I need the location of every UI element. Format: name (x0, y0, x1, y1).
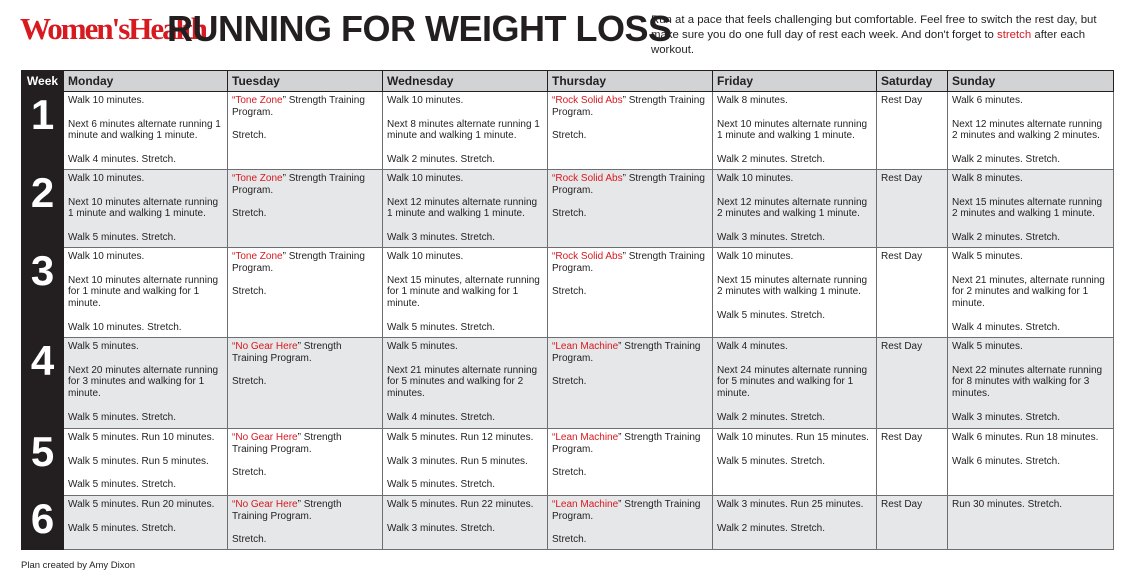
workout-line: Stretch. (232, 376, 267, 388)
day-cell-monday (64, 248, 228, 338)
week-number: 6 (22, 496, 64, 550)
workout-line: Walk 5 minutes. Stretch. (717, 455, 825, 467)
day-cell-saturday (877, 496, 948, 550)
close-quote: ” (297, 432, 304, 443)
workout-line: Walk 4 minutes. Stretch. (387, 411, 495, 423)
workout-line: Walk 3 minutes. Run 5 minutes. (387, 455, 528, 467)
week-number: 2 (22, 170, 64, 248)
week-row (22, 170, 1114, 248)
workout-line: Rest Day (881, 432, 923, 443)
week-row (22, 248, 1114, 338)
intro-text (651, 13, 1116, 58)
col-header-tuesday: Tuesday (228, 71, 383, 92)
workout-line: Walk 2 minutes. Stretch. (717, 153, 825, 165)
workout-line: Stretch. (552, 467, 587, 479)
workout-line: Next 12 minutes alternate running 2 minutes and walking 1 minute. (717, 196, 868, 220)
day-cell-thursday (548, 170, 713, 248)
workout-line: Stretch. (232, 534, 267, 546)
open-quote: “ (552, 173, 556, 184)
workout-line: Stretch. (232, 130, 267, 142)
day-cell-wednesday (383, 92, 548, 170)
open-quote: “ (552, 432, 556, 443)
workout-line: Walk 3 minutes. Stretch. (717, 231, 825, 243)
day-cell-monday (64, 429, 228, 496)
workout-line: Walk 2 minutes. Stretch. (952, 231, 1060, 243)
col-header-monday: Monday (64, 71, 228, 92)
workout-line: Walk 2 minutes. Stretch. (952, 153, 1060, 165)
workout-line (232, 95, 378, 119)
day-cell-sunday (948, 429, 1114, 496)
close-quote: ” (282, 173, 289, 184)
day-cell-wednesday (383, 338, 548, 429)
close-quote: ” (618, 432, 625, 443)
close-quote: ” (618, 499, 625, 510)
day-cell-tuesday (228, 248, 383, 338)
workout-line: Next 20 minutes alternate running for 3 minutes and walking for 1 minute. (68, 364, 219, 400)
day-cell-monday (64, 170, 228, 248)
day-cell-monday (64, 496, 228, 550)
workout-line: Stretch. (552, 376, 587, 388)
workout-line: Next 22 minutes alternate running for 8 minutes with walking for 3 minutes. (952, 364, 1103, 400)
workout-line (232, 173, 378, 197)
close-quote: ” (282, 251, 289, 262)
workout-line: Walk 5 minutes. Run 5 minutes. (68, 455, 209, 467)
workout-line: Walk 5 minutes. (952, 251, 1023, 262)
day-cell-wednesday (383, 170, 548, 248)
workout-line: Next 10 minutes alternate running 1 minute and walking 1 minute. (717, 118, 868, 142)
week-row (22, 338, 1114, 429)
day-cell-monday (64, 338, 228, 429)
program-name[interactable]: No Gear Here (235, 432, 298, 443)
open-quote: “ (232, 95, 236, 106)
workout-line: Walk 5 minutes. Stretch. (68, 479, 176, 491)
training-plan-table (21, 70, 1114, 550)
workout-line: Walk 4 minutes. Stretch. (68, 153, 176, 165)
open-quote: “ (552, 341, 556, 352)
workout-line (552, 251, 708, 275)
workout-line: Stretch. (552, 534, 587, 546)
close-quote: ” (622, 173, 629, 184)
workout-line: Next 12 minutes alternate running 2 minutes and walking 2 minutes. (952, 118, 1103, 142)
workout-line: Next 15 minutes alternate running 2 minutes with walking 1 minute. (717, 274, 868, 298)
day-cell-tuesday (228, 496, 383, 550)
open-quote: “ (232, 499, 236, 510)
open-quote: “ (232, 341, 236, 352)
workout-text: Strength Training Program. (232, 251, 365, 274)
open-quote: “ (552, 95, 556, 106)
workout-line: Rest Day (881, 341, 923, 352)
day-cell-friday (713, 170, 877, 248)
day-cell-thursday (548, 496, 713, 550)
col-header-friday: Friday (713, 71, 877, 92)
workout-line: Walk 5 minutes. Run 10 minutes. (68, 432, 215, 443)
workout-text: Strength Training Program. (552, 432, 701, 455)
workout-line: Walk 10 minutes. (387, 173, 464, 184)
workout-line: Walk 3 minutes. Stretch. (387, 522, 495, 534)
workout-line: Walk 5 minutes. Run 20 minutes. (68, 499, 215, 510)
col-header-week: Week (22, 71, 64, 92)
week-row (22, 92, 1114, 170)
workout-line: Next 10 minutes alternate running for 1 minute and walking for 1 minute. (68, 274, 219, 310)
workout-text: Strength Training Program. (552, 173, 705, 196)
workout-text: Strength Training Program. (232, 341, 342, 364)
day-cell-sunday (948, 338, 1114, 429)
workout-line: Rest Day (881, 95, 923, 106)
workout-line: Rest Day (881, 499, 923, 510)
program-name[interactable]: Tone Zone (235, 173, 283, 184)
workout-line: Walk 2 minutes. Stretch. (717, 522, 825, 534)
credit-text: Plan created by Amy Dixon (21, 560, 136, 571)
day-cell-friday (713, 429, 877, 496)
program-name[interactable]: Rock Solid Abs (555, 251, 623, 262)
brand-logo: Women'sHealth (20, 11, 206, 46)
workout-text: Strength Training Program. (552, 499, 701, 522)
workout-line: Walk 10 minutes. (68, 251, 145, 262)
program-name[interactable]: Lean Machine (555, 341, 619, 352)
day-cell-tuesday (228, 92, 383, 170)
day-cell-thursday (548, 338, 713, 429)
workout-line: Walk 5 minutes. (952, 341, 1023, 352)
day-cell-tuesday (228, 170, 383, 248)
open-quote: “ (232, 251, 236, 262)
workout-line: Next 10 minutes alternate running 1 minute and walking 1 minute. (68, 196, 219, 220)
workout-line: Walk 10 minutes. (717, 173, 794, 184)
day-cell-saturday (877, 170, 948, 248)
day-cell-sunday (948, 496, 1114, 550)
program-name[interactable]: No Gear Here (235, 341, 298, 352)
workout-line: Walk 5 minutes. Stretch. (68, 411, 176, 423)
workout-line: Walk 5 minutes. Run 12 minutes. (387, 432, 534, 443)
close-quote: ” (622, 251, 629, 262)
workout-line: Walk 8 minutes. (717, 95, 788, 106)
day-cell-friday (713, 92, 877, 170)
workout-line: Rest Day (881, 251, 923, 262)
col-header-wednesday: Wednesday (383, 71, 548, 92)
workout-line: Walk 10 minutes. (387, 95, 464, 106)
day-cell-thursday (548, 248, 713, 338)
workout-line: Next 6 minutes alternate running 1 minute and walking 1 minute. (68, 118, 221, 142)
workout-text: Strength Training Program. (552, 341, 701, 364)
workout-line: Walk 3 minutes. Run 25 minutes. (717, 499, 864, 510)
workout-line: Walk 5 minutes. Run 22 minutes. (387, 499, 534, 510)
open-quote: “ (232, 173, 236, 184)
close-quote: ” (297, 499, 304, 510)
workout-line: Walk 5 minutes. Stretch. (68, 231, 176, 243)
workout-line (232, 341, 378, 365)
workout-line (552, 341, 708, 365)
workout-line: Stretch. (552, 208, 587, 220)
workout-line: Walk 10 minutes. (717, 251, 794, 262)
workout-line: Walk 4 minutes. Stretch. (952, 321, 1060, 333)
workout-line: Walk 3 minutes. Stretch. (952, 411, 1060, 423)
header-row (22, 71, 1114, 92)
week-row (22, 429, 1114, 496)
week-number: 1 (22, 92, 64, 170)
program-name[interactable]: Rock Solid Abs (555, 173, 623, 184)
open-quote: “ (552, 251, 556, 262)
close-quote: ” (297, 341, 304, 352)
workout-line: Walk 10 minutes. (68, 173, 145, 184)
stretch-link[interactable]: stretch (997, 29, 1032, 41)
workout-line: Next 12 minutes alternate running 1 minute and walking 1 minute. (387, 196, 538, 220)
page-title: RUNNING FOR WEIGHT LOSS (167, 8, 672, 49)
open-quote: “ (232, 432, 236, 443)
workout-line: Walk 6 minutes. (952, 95, 1023, 106)
col-header-sunday: Sunday (948, 71, 1114, 92)
workout-line (232, 251, 378, 275)
workout-text: Strength Training Program. (232, 173, 365, 196)
workout-line: Walk 6 minutes. Stretch. (952, 455, 1060, 467)
workout-line: Walk 5 minutes. Stretch. (387, 321, 495, 333)
intro-text-end: after each workout. (651, 29, 1086, 56)
workout-line: Next 21 minutes alternate running for 5 minutes and walking for 2 minutes. (387, 364, 538, 400)
day-cell-wednesday (383, 429, 548, 496)
workout-line (552, 95, 708, 119)
week-number: 5 (22, 429, 64, 496)
day-cell-wednesday (383, 248, 548, 338)
workout-line: Walk 2 minutes. Stretch. (387, 153, 495, 165)
workout-text: Strength Training Program. (232, 95, 365, 118)
workout-line: Walk 10 minutes. (387, 251, 464, 262)
workout-line: Walk 8 minutes. (952, 173, 1023, 184)
workout-line: Next 15 minutes alternate running 2 minutes and walking 1 minute. (952, 196, 1103, 220)
workout-line: Walk 5 minutes. (68, 341, 139, 352)
day-cell-friday (713, 338, 877, 429)
week-number: 4 (22, 338, 64, 429)
day-cell-saturday (877, 429, 948, 496)
workout-line: Stretch. (552, 286, 587, 298)
workout-line: Rest Day (881, 173, 923, 184)
workout-line: Stretch. (232, 467, 267, 479)
program-name[interactable]: Lean Machine (555, 432, 619, 443)
workout-line: Next 21 minutes, alternate running for 2 minutes and walking for 1 minute. (952, 274, 1105, 310)
program-name[interactable]: Tone Zone (235, 251, 283, 262)
workout-text: Strength Training Program. (552, 251, 705, 274)
workout-line: Walk 5 minutes. (387, 341, 458, 352)
intro-text-start: Run at a pace that feels challenging but comfortable. Feel free to switch the rest day, but make sure you do one full day of rest each week. And don't forget to (651, 14, 1097, 41)
workout-text: Strength Training Program. (552, 95, 705, 118)
workout-line (552, 173, 708, 197)
workout-line: Walk 5 minutes. Stretch. (68, 522, 176, 534)
workout-line: Walk 10 minutes. (68, 95, 145, 106)
workout-line: Walk 5 minutes. Stretch. (717, 309, 825, 321)
workout-line: Stretch. (232, 286, 267, 298)
day-cell-thursday (548, 92, 713, 170)
workout-line: Walk 4 minutes. (717, 341, 788, 352)
day-cell-saturday (877, 92, 948, 170)
workout-line (232, 499, 378, 523)
day-cell-sunday (948, 170, 1114, 248)
workout-line: Next 8 minutes alternate running 1 minute and walking 1 minute. (387, 118, 540, 142)
program-name[interactable]: Lean Machine (555, 499, 619, 510)
workout-line: Run 30 minutes. Stretch. (952, 499, 1063, 510)
workout-line: Walk 2 minutes. Stretch. (717, 411, 825, 423)
workout-line: Walk 6 minutes. Run 18 minutes. (952, 432, 1099, 443)
close-quote: ” (282, 95, 289, 106)
close-quote: ” (618, 341, 625, 352)
col-header-thursday: Thursday (548, 71, 713, 92)
day-cell-sunday (948, 248, 1114, 338)
workout-line: Walk 5 minutes. Stretch. (387, 479, 495, 491)
open-quote: “ (552, 499, 556, 510)
workout-line: Stretch. (552, 130, 587, 142)
day-cell-friday (713, 248, 877, 338)
program-name[interactable]: Tone Zone (235, 95, 283, 106)
close-quote: ” (622, 95, 629, 106)
week-number: 3 (22, 248, 64, 338)
day-cell-wednesday (383, 496, 548, 550)
workout-line: Next 15 minutes, alternate running for 1 minute and walking for 1 minute. (387, 274, 540, 310)
plan-body (22, 92, 1114, 550)
workout-text: Strength Training Program. (232, 499, 342, 522)
col-header-saturday: Saturday (877, 71, 948, 92)
week-row (22, 496, 1114, 550)
workout-text: Strength Training Program. (232, 432, 342, 455)
workout-line (552, 432, 708, 456)
day-cell-saturday (877, 248, 948, 338)
workout-line: Walk 10 minutes. Stretch. (68, 321, 182, 333)
program-name[interactable]: No Gear Here (235, 499, 298, 510)
day-cell-tuesday (228, 338, 383, 429)
day-cell-saturday (877, 338, 948, 429)
workout-line (552, 499, 708, 523)
workout-line (232, 432, 378, 456)
workout-line: Walk 3 minutes. Stretch. (387, 231, 495, 243)
day-cell-friday (713, 496, 877, 550)
day-cell-monday (64, 92, 228, 170)
day-cell-sunday (948, 92, 1114, 170)
workout-line: Next 24 minutes alternate running for 5 minutes and walking for 1 minute. (717, 364, 868, 400)
workout-line: Stretch. (232, 208, 267, 220)
program-name[interactable]: Rock Solid Abs (555, 95, 623, 106)
day-cell-thursday (548, 429, 713, 496)
day-cell-tuesday (228, 429, 383, 496)
workout-line: Walk 10 minutes. Run 15 minutes. (717, 432, 869, 443)
